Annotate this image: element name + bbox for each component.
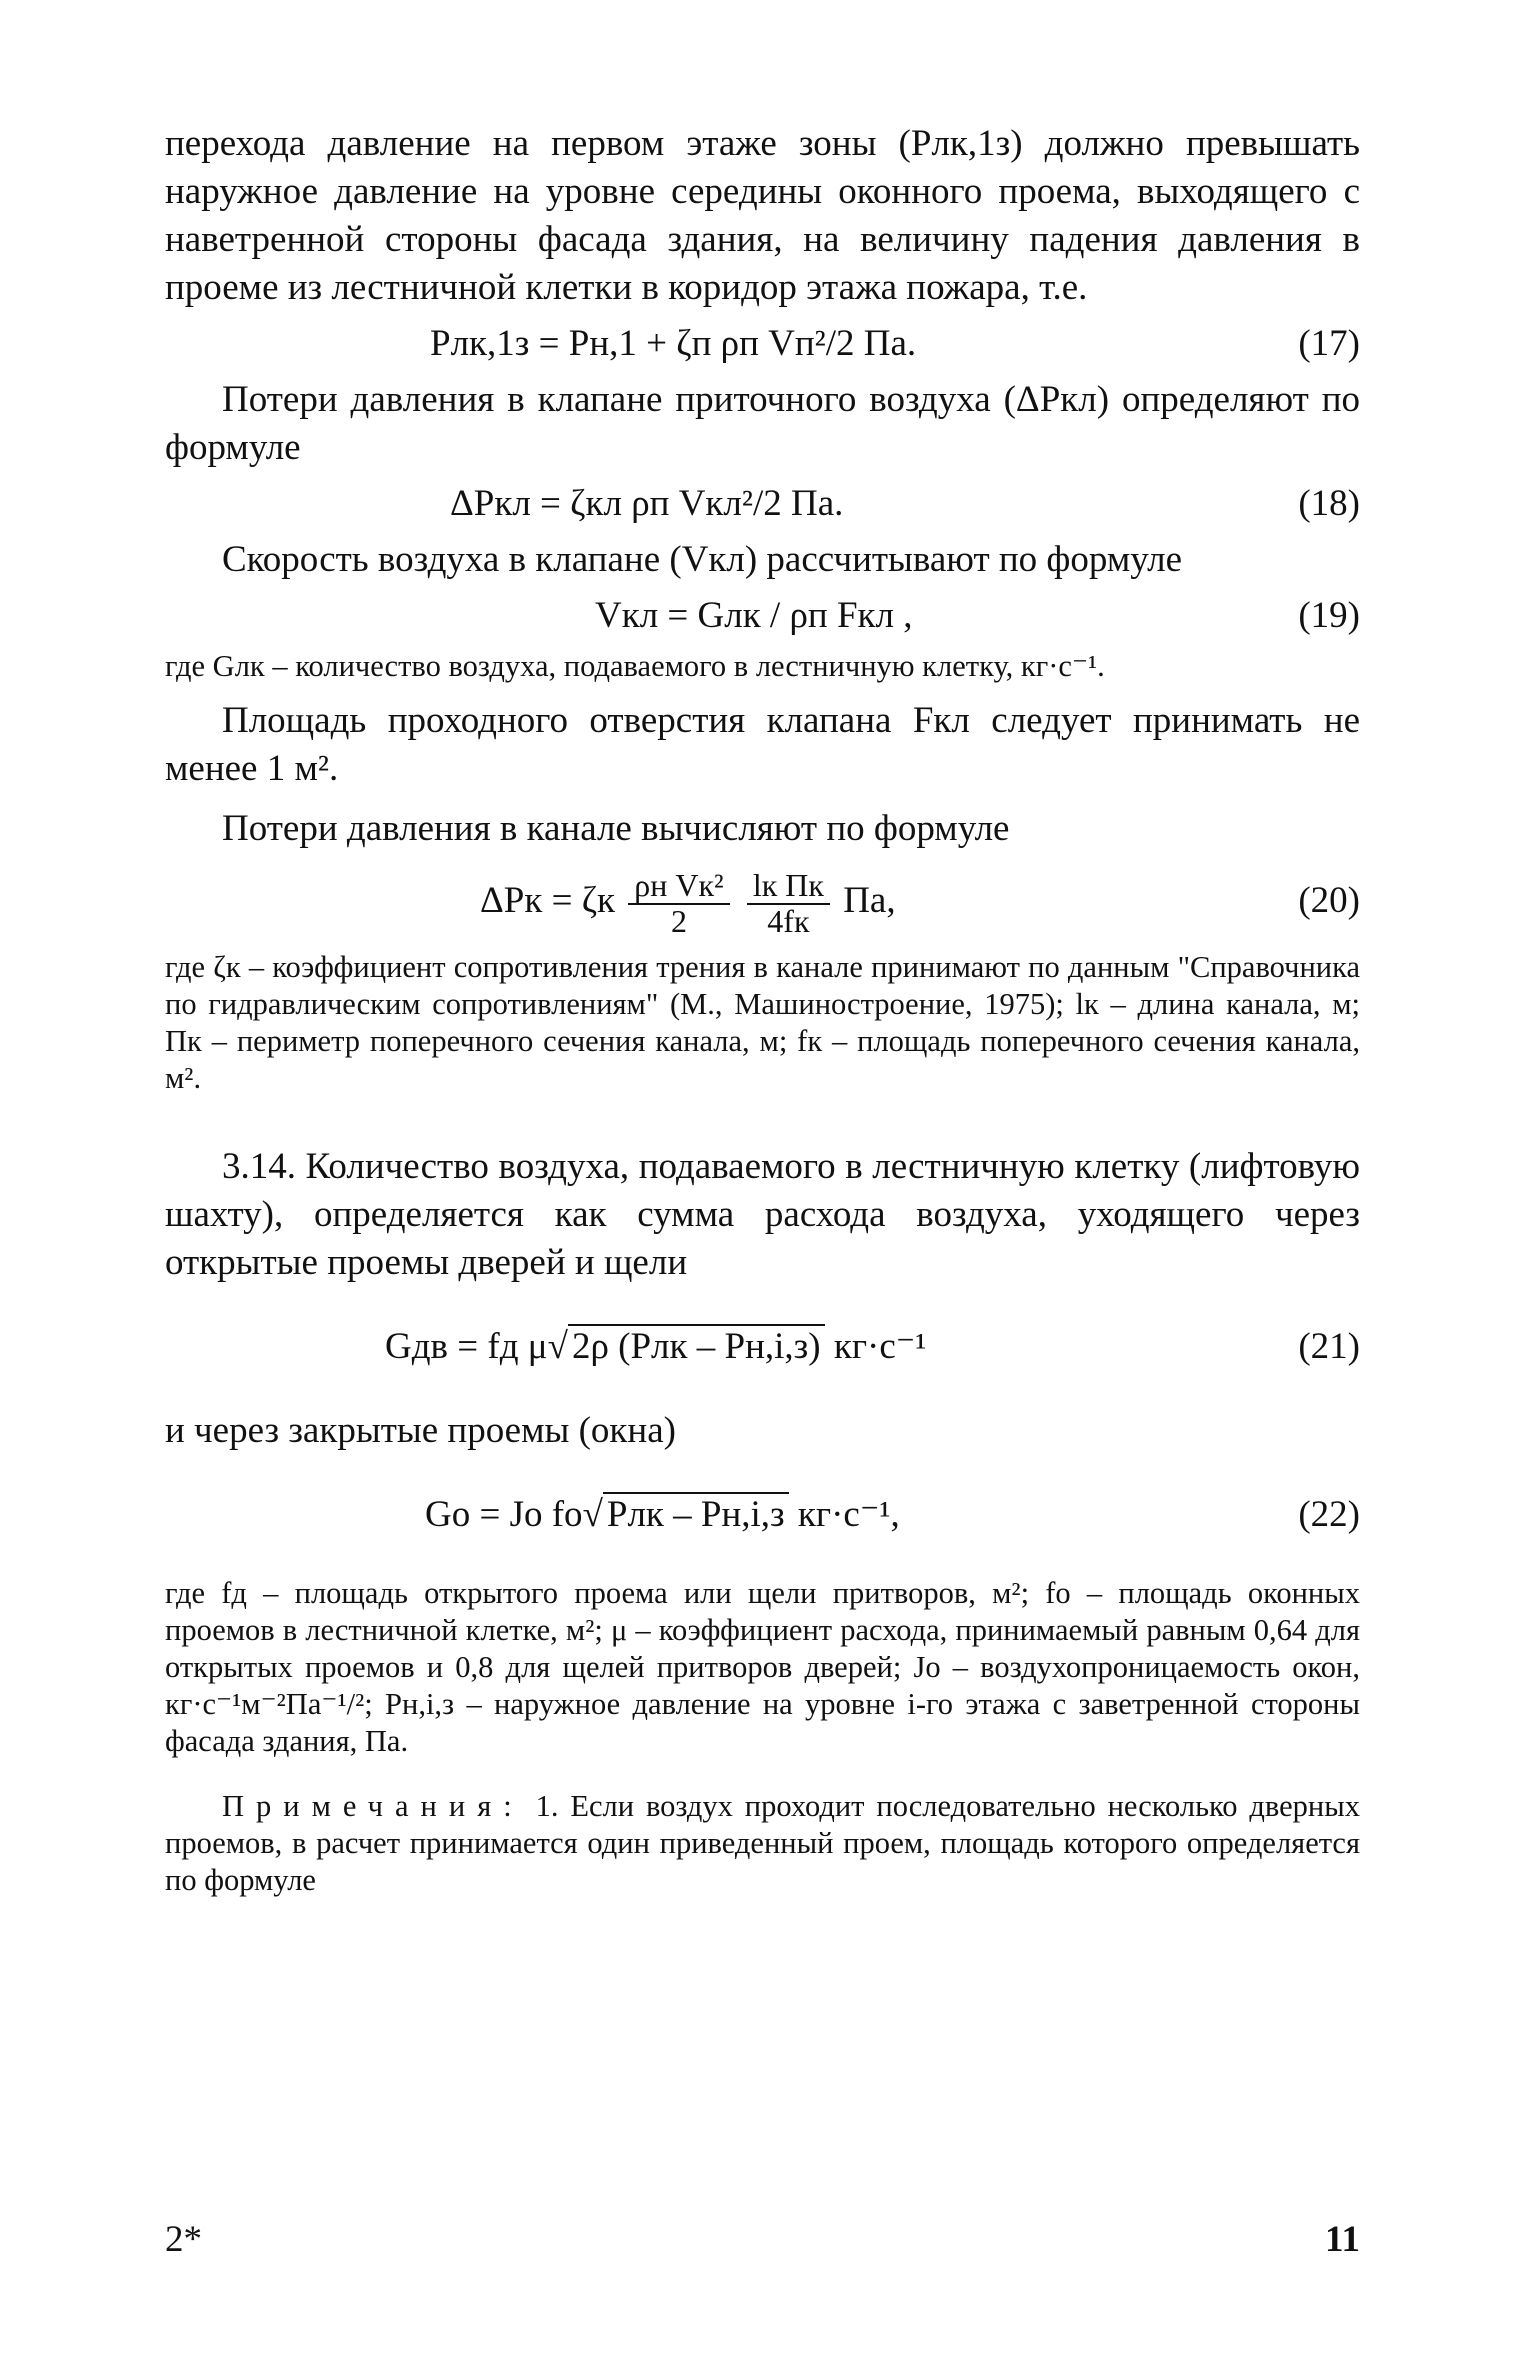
paragraph-channel-loss: Потери давления в канале вычисляют по формуле xyxy=(222,808,1010,849)
formula-22-expression: Gо = Jо fо√ Рлк – Рн,i,з кг·с⁻¹, xyxy=(425,1494,900,1535)
formula-20-lead: ΔРк = ζк xyxy=(480,880,616,921)
formula-21-root: 2ρ (Рлк – Рн,i,з) xyxy=(568,1324,825,1367)
paragraph-air-speed: Скорость воздуха в клапане (Vкл) рассчитывают по формуле xyxy=(222,539,1183,580)
formula-21-lead: Gдв = fд μ xyxy=(385,1326,548,1367)
formula-20-number: (20) xyxy=(1298,880,1360,921)
page-footer xyxy=(165,2215,1360,2265)
formula-17-number: (17) xyxy=(1298,323,1360,364)
formula-18 xyxy=(165,472,1360,536)
formula-21-expression: Gдв = fд μ√ 2ρ (Рлк – Рн,i,з) кг·с⁻¹ xyxy=(385,1326,927,1367)
formula-18-expression: ΔРкл = ζкл ρп Vкл²/2 Па. xyxy=(450,483,844,524)
formula-17 xyxy=(165,312,1360,376)
paragraph-section-3-14: 3.14. Количество воздуха, подаваемого в лестничную клетку (лифтовую шахту), определяется как сумма расхода воздуха, уходящего через открытые проемы дверей и щели xyxy=(165,1146,1360,1283)
formula-20 xyxy=(165,853,1360,949)
formula-19 xyxy=(165,584,1360,648)
formula-20-tail: Па, xyxy=(843,880,896,921)
formula-22-tail: кг·с⁻¹, xyxy=(797,1494,900,1535)
paragraph-closed-openings: и через закрытые проемы (окна) xyxy=(165,1410,676,1451)
formula-20-fraction-1-bottom: 2 xyxy=(670,902,687,939)
signature-mark: 2* xyxy=(165,2219,202,2260)
formula-20-fraction-2-top: lк Пк xyxy=(747,869,830,905)
note-text: 1. Если воздух проходит последовательно несколько дверных проемов, в расчет принимается один приведенный проем, площадь которого определяется по формуле xyxy=(165,1789,1360,1897)
paragraph-pressure-intro: перехода давление на первом этаже зоны (Рлк,1з) должно превышать наружное давление на уровне середины оконного проема, выходящего с наветренной стороны фасада здания, на величину падения давления в проеме из лестничной клетки в коридор этажа пожара, т.е. xyxy=(165,123,1360,308)
paragraph-valve-loss: Потери давления в клапане приточного воздуха (ΔРкл) определяют по формуле xyxy=(165,379,1360,468)
formula-21-number: (21) xyxy=(1298,1326,1360,1367)
note-label: Примечания: xyxy=(222,1789,524,1823)
formula-21-tail: кг·с⁻¹ xyxy=(833,1326,927,1367)
document-page xyxy=(165,120,1360,1899)
formula-20-fraction-1-top: ρн Vк² xyxy=(628,869,729,905)
formula-18-number: (18) xyxy=(1298,483,1360,524)
formula-20-fraction-2-bottom: 4fк xyxy=(767,902,810,939)
formula-21 xyxy=(165,1315,1360,1379)
paragraph-definition-fd: где fд – площадь открытого проема или щели притворов, м²; fо – площадь оконных проемов в лестничной клетке, м²; μ – коэффициент расхода, принимаемый равным 0,64 для открытых проемов и 0,8 для щелей притворов дверей; Jо – воздухопроницаемость окон, кг·с⁻¹м⁻²Па⁻¹/²; Рн,i,з – наружное давление на уровне i-го этажа с заветренной стороны фасада здания, Па. xyxy=(165,1576,1360,1758)
formula-20-fraction-1 xyxy=(628,866,729,939)
formula-20-fraction-2 xyxy=(747,866,830,939)
paragraph-definition-g: где Gлк – количество воздуха, подаваемого в лестничную клетку, кг·с⁻¹. xyxy=(165,649,1105,683)
paragraph-note xyxy=(165,1788,1360,1899)
formula-22-lead: Gо = Jо fо xyxy=(425,1494,583,1535)
formula-20-expression xyxy=(480,853,896,949)
page-number: 11 xyxy=(1325,2219,1360,2260)
formula-17-expression: Рлк,1з = Рн,1 + ζп ρп Vп²/2 Па. xyxy=(430,323,917,364)
formula-19-expression: Vкл = Gлк / ρп Fкл , xyxy=(595,595,913,636)
formula-22-number: (22) xyxy=(1298,1494,1360,1535)
paragraph-valve-area: Площадь проходного отверстия клапана Fкл следует принимать не менее 1 м². xyxy=(165,700,1360,789)
formula-19-number: (19) xyxy=(1298,595,1360,636)
formula-22 xyxy=(165,1483,1360,1547)
formula-22-root: Рлк – Рн,i,з xyxy=(603,1492,789,1535)
paragraph-definition-zeta: где ζк – коэффициент сопротивления трения в канале принимают по данным "Справочника по гидравлическим сопротивлениям" (М., Машиностроение, 1975); lк – длина канала, м; Пк – периметр поперечного сечения канала, м; fк – площадь поперечного сечения канала, м². xyxy=(165,950,1360,1095)
